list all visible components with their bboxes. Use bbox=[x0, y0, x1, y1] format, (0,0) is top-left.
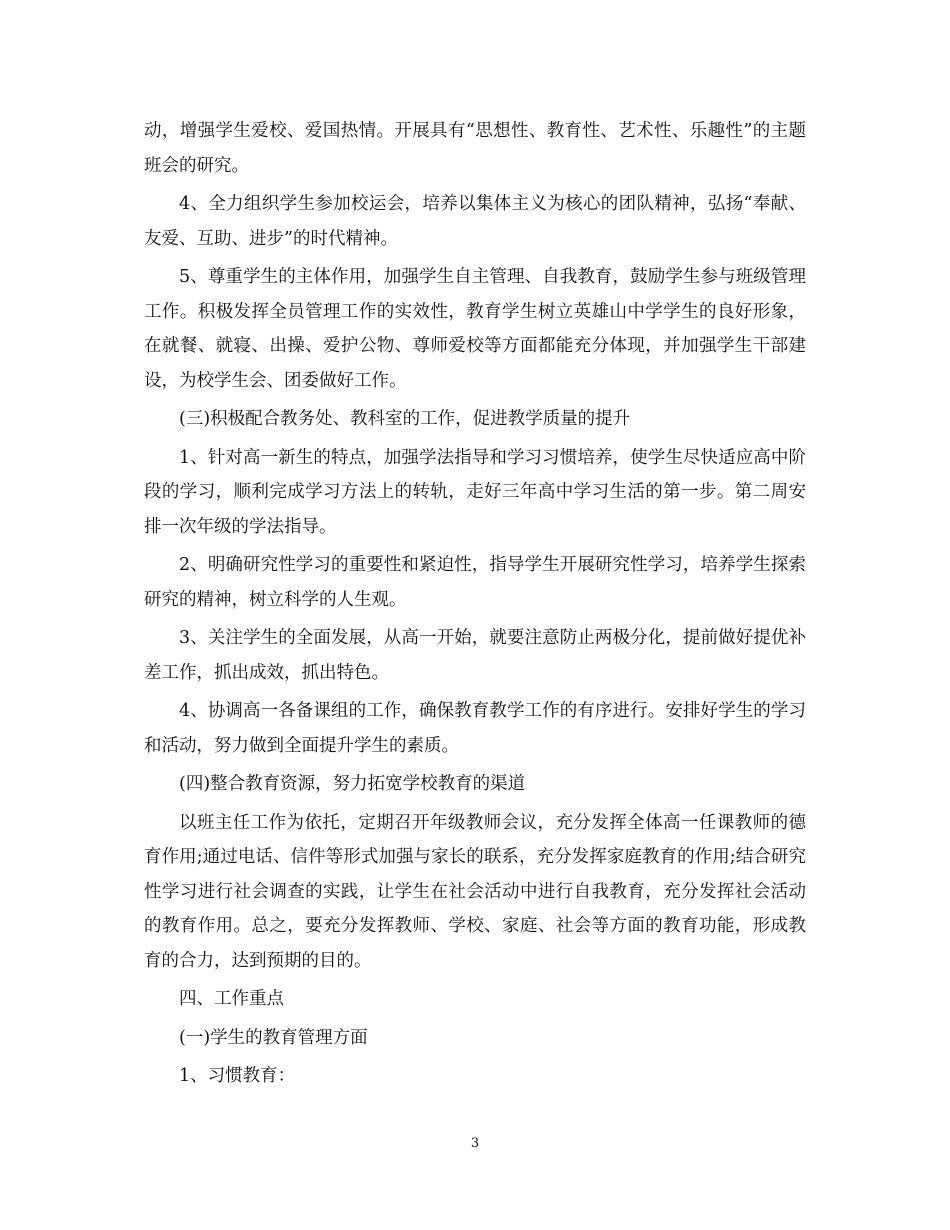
section-heading-4: (四)整合教育资源，努力拓宽学校教育的渠道 bbox=[179, 774, 526, 794]
paragraph-item-1-habit-education: 1、习惯教育： bbox=[179, 1066, 296, 1086]
paragraph-item-1-study-methods: 1、针对高一新生的特点，加强学法指导和学习习惯培养，使学生尽快适应高中阶段的学习，顺利完成学习方法上的转轨，走好三年高中学习生活的第一步。第二周安排一次年级的学法指导。 bbox=[144, 447, 806, 537]
paragraph-item-4-sports-meet: 4、全力组织学生参加校运会，培养以集体主义为核心的团队精神，弘扬“奉献、友爱、互助、进步”的时代精神。 bbox=[144, 194, 806, 249]
paragraph-item-3-holistic-development: 3、关注学生的全面发展，从高一开始，就要注意防止两极分化，提前做好提优补差工作，抓出成效，抓出特色。 bbox=[144, 628, 806, 683]
section-heading-1: (一)学生的教育管理方面 bbox=[179, 1027, 368, 1048]
paragraph-item-4-lesson-groups: 4、协调高一各备课组的工作，确保教育教学工作的有序进行。安排好学生的学习和活动，努力做到全面提升学生的素质。 bbox=[144, 701, 806, 756]
paragraph-item-2-research-learning: 2、明确研究性学习的重要性和紧迫性，指导学生开展研究性学习，培养学生探索研究的精神，树立科学的人生观。 bbox=[144, 555, 806, 610]
document-body bbox=[144, 114, 806, 1094]
section-heading-3: (三)积极配合教务处、教科室的工作，促进教学质量的提升 bbox=[179, 409, 631, 429]
paragraph-education-resources: 以班主任工作为依托，定期召开年级教师会议，充分发挥全体高一任课教师的德育作用;通过电话、信件等形式加强与家长的联系，充分发挥家庭教育的作用;结合研究性学习进行社会调查的实践，让学生在社会活动中进行自我教育，充分发挥社会活动的教育作用。总之，要充分发挥教师、学校、家庭、社会等方面的教育功能，形成教育的合力，达到预期的目的。 bbox=[144, 812, 806, 971]
paragraph-item-5-self-management: 5、尊重学生的主体作用，加强学生自主管理、自我教育，鼓励学生参与班级管理工作。积极发挥全员管理工作的实效性，教育学生树立英雄山中学学生的良好形象，在就餐、就寝、出操、爱护公物、尊师爱校等方面都能充分体现，并加强学生干部建设，为校学生会、团委做好工作。 bbox=[144, 267, 806, 391]
chapter-heading-work-focus: 四、工作重点 bbox=[179, 989, 284, 1009]
paragraph-continuation: 动，增强学生爱校、爱国热情。开展具有“思想性、教育性、艺术性、乐趣性”的主题班会的研究。 bbox=[144, 121, 806, 176]
page-number: 3 bbox=[470, 1136, 480, 1151]
